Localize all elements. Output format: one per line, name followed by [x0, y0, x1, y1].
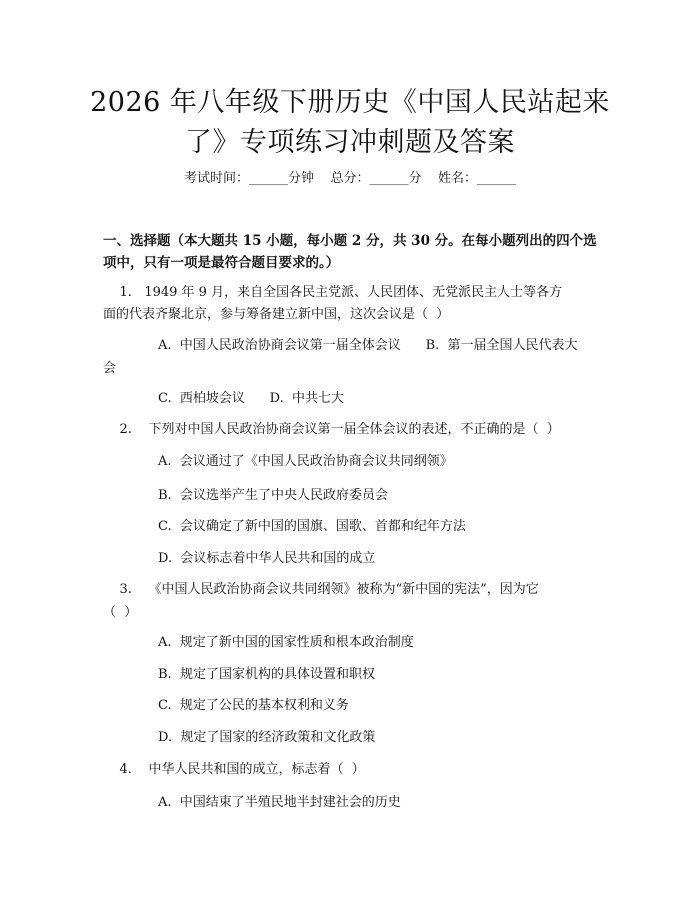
question-3-option-b: B. 规定了国家机构的具体设置和职权: [158, 667, 375, 682]
question-3-line-1: 3. 《中国人民政治协商会议共同纲领》被称为“新中国的宪法”，因为它: [103, 582, 539, 597]
title-line-1: 2026 年八年级下册历史《中国人民站起来: [90, 87, 610, 118]
question-4-option-a: A. 中国结束了半殖民地半封建社会的历史: [158, 795, 401, 810]
question-1-options-cd: C. 西柏坡会议 D. 中共七大: [158, 391, 345, 406]
question-3-line-2: （ ）: [103, 605, 138, 620]
question-2-option-a: A. 会议通过了《中国人民政治协商会议共同纲领》: [158, 454, 453, 469]
exam-meta-line: 考试时间：______分钟 总分：______分 姓名：______: [183, 171, 517, 186]
question-1-line-1: 1. 1949 年 9 月，来自全国各民主党派、人民团体、无党派民主人士等各方: [103, 285, 563, 300]
question-1-options-ab-wrap: 会: [103, 361, 117, 376]
question-3-option-c: C. 规定了公民的基本权利和义务: [158, 698, 349, 713]
title-line-2: 了》专项练习冲刺题及答案: [185, 127, 515, 158]
question-1-options-ab: A. 中国人民政治协商会议第一届全体会议 B. 第一届全国人民代表大: [158, 338, 578, 353]
question-2-stem: 2. 下列对中国人民政治协商会议第一届全体会议的表述，不正确的是（ ）: [103, 422, 560, 437]
question-1-line-2: 面的代表齐聚北京，参与筹备建立新中国，这次会议是（ ）: [103, 307, 450, 322]
document-title: [40, 83, 660, 163]
question-3-option-a: A. 规定了新中国的国家性质和根本政治制度: [158, 635, 414, 650]
question-2-option-c: C. 会议确定了新中国的国旗、国歌、首都和纪年方法: [158, 519, 466, 534]
section-heading: 一、选择题（本大题共 15 小题，每小题 2 分，共 30 分。在每小题列出的四个选项中，只有一项是最符合题目要求的。）: [103, 233, 597, 271]
question-2-option-d: D. 会议标志着中华人民共和国的成立: [158, 551, 376, 566]
question-3-option-d: D. 规定了国家的经济政策和文化政策: [158, 730, 376, 745]
question-4-stem: 4. 中华人民共和国的成立，标志着（ ）: [103, 762, 365, 777]
question-2-option-b: B. 会议选举产生了中央人民政府委员会: [158, 488, 388, 503]
